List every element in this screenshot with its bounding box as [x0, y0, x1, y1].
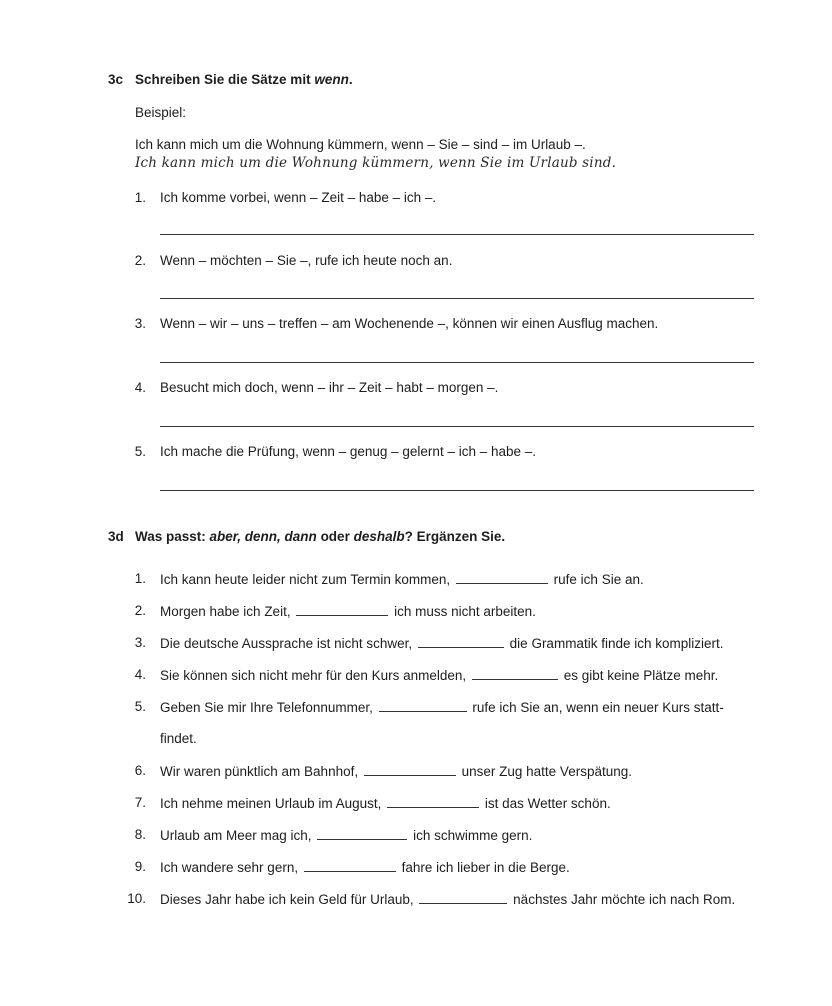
answer-line-1[interactable]	[160, 234, 754, 235]
example-label: Beispiel:	[135, 105, 187, 120]
item-3d-7	[160, 795, 611, 811]
item-3c-5-text: Ich mache die Prüfung, wenn – genug – gelernt – ich – habe –.	[160, 444, 537, 459]
gap-3d-3[interactable]	[418, 635, 504, 648]
answer-line-4[interactable]	[160, 426, 754, 427]
item-3d-2-before: Morgen habe ich Zeit,	[160, 604, 291, 619]
item-3c-2-text: Wenn – möchten – Sie –, rufe ich heute noch an.	[160, 253, 453, 268]
item-3d-4-before: Sie können sich nicht mehr für den Kurs anmelden,	[160, 668, 467, 683]
item-3d-6-after: unser Zug hatte Verspätung.	[461, 764, 632, 779]
item-3d-5	[160, 699, 724, 715]
item-3d-9-before: Ich wandere sehr gern,	[160, 860, 299, 875]
item-3d-9-after: fahre ich lieber in die Berge.	[401, 860, 570, 875]
item-3d-5-before: Geben Sie mir Ihre Telefonnummer,	[160, 700, 373, 715]
example-prompt: Ich kann mich um die Wohnung kümmern, wenn – Sie – sind – im Urlaub –.	[135, 137, 586, 152]
gap-3d-9[interactable]	[304, 859, 396, 872]
item-3d-7-before: Ich nehme meinen Urlaub im August,	[160, 796, 382, 811]
item-3c-1-text: Ich komme vorbei, wenn – Zeit – habe – ich –.	[160, 190, 437, 205]
gap-3d-10[interactable]	[419, 891, 507, 904]
item-3d-3	[160, 635, 724, 651]
item-3d-3-after: die Grammatik finde ich kompliziert.	[509, 636, 724, 651]
item-3d-4	[160, 667, 718, 683]
item-3c-4-text: Besucht mich doch, wenn – ihr – Zeit – habt – morgen –.	[160, 380, 499, 395]
item-3d-4-number: 4.	[134, 667, 146, 682]
item-3c-4-number: 4.	[134, 380, 146, 395]
answer-line-3[interactable]	[160, 362, 754, 363]
section-3d-title-text: Was passt:	[135, 529, 210, 544]
item-3d-2	[160, 603, 536, 619]
item-3c-2-number: 2.	[134, 253, 146, 268]
gap-3d-5[interactable]	[379, 699, 467, 712]
gap-3d-6[interactable]	[364, 763, 456, 776]
gap-3d-1[interactable]	[456, 571, 548, 584]
gap-3d-8[interactable]	[317, 827, 407, 840]
section-3c-title-end: .	[348, 72, 353, 87]
section-3c-title-emphasis: wenn	[314, 72, 349, 87]
item-3d-10	[160, 891, 735, 907]
section-3c-title-text: Schreiben Sie die Sätze mit	[135, 72, 315, 87]
gap-3d-2[interactable]	[296, 603, 388, 616]
section-3c-title	[135, 72, 353, 87]
section-3d-title-emphasis: aber, denn, dann	[209, 529, 317, 544]
item-3d-10-after: nächstes Jahr möchte ich nach Rom.	[513, 892, 736, 907]
item-3d-5-after: rufe ich Sie an, wenn ein neuer Kurs statt-	[472, 700, 724, 715]
item-3d-3-number: 3.	[134, 635, 146, 650]
gap-3d-4[interactable]	[472, 667, 558, 680]
item-3d-6-number: 6.	[134, 763, 146, 778]
item-3d-2-after: ich muss nicht arbeiten.	[394, 604, 536, 619]
item-3d-6-before: Wir waren pünktlich am Bahnhof,	[160, 764, 359, 779]
item-3d-8	[160, 827, 532, 843]
section-3d-number: 3d	[108, 529, 124, 544]
item-3d-7-number: 7.	[134, 795, 146, 810]
item-3d-1-before: Ich kann heute leider nicht zum Termin kommen,	[160, 572, 451, 587]
item-3d-10-before: Dieses Jahr habe ich kein Geld für Urlaub,	[160, 892, 414, 907]
item-3d-4-after: es gibt keine Plätze mehr.	[563, 668, 719, 683]
section-3c-number: 3c	[108, 72, 124, 87]
item-3d-1-after: rufe ich Sie an.	[553, 572, 644, 587]
item-3c-3-number: 3.	[134, 316, 146, 331]
item-3d-2-number: 2.	[134, 603, 146, 618]
item-3d-8-after: ich schwimme gern.	[413, 828, 533, 843]
example-answer-handwritten: Ich kann mich um die Wohnung kümmern, wenn Sie im Urlaub sind.	[135, 155, 617, 171]
item-3c-3-text: Wenn – wir – uns – treffen – am Wochenende –, können wir einen Ausflug machen.	[160, 316, 659, 331]
item-3d-6	[160, 763, 632, 779]
answer-line-2[interactable]	[160, 298, 754, 299]
item-3d-8-number: 8.	[134, 827, 146, 842]
item-3d-1	[160, 571, 644, 587]
item-3d-5-continuation: findet.	[160, 731, 197, 746]
item-3d-5-number: 5.	[134, 699, 146, 714]
section-3d-title-emphasis-2: deshalb	[353, 529, 405, 544]
section-3d-title-mid: oder	[316, 529, 354, 544]
answer-line-5[interactable]	[160, 490, 754, 491]
item-3c-1-number: 1.	[134, 190, 146, 205]
section-3d-title-end: ? Ergänzen Sie.	[404, 529, 506, 544]
item-3d-1-number: 1.	[134, 571, 146, 586]
item-3d-10-number: 10.	[127, 891, 146, 906]
item-3d-8-before: Urlaub am Meer mag ich,	[160, 828, 312, 843]
item-3d-9	[160, 859, 570, 875]
item-3d-9-number: 9.	[134, 859, 146, 874]
section-3d-title	[135, 529, 505, 544]
item-3d-3-before: Die deutsche Aussprache ist nicht schwer,	[160, 636, 413, 651]
item-3c-5-number: 5.	[134, 444, 146, 459]
item-3d-7-after: ist das Wetter schön.	[484, 796, 611, 811]
gap-3d-7[interactable]	[387, 795, 479, 808]
